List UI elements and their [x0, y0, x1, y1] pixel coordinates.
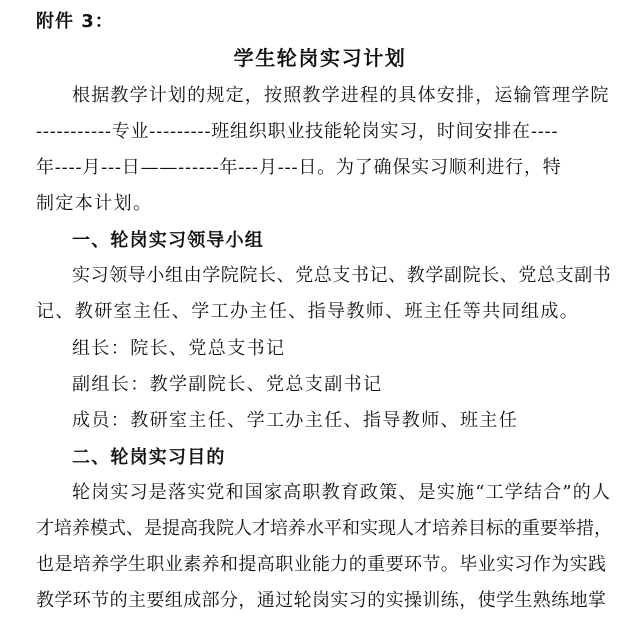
attachment-label: 附件 3：	[36, 11, 114, 32]
section1-line-2: 记、教研室主任、学工办主任、指导教师、班主任等共同组成。	[36, 301, 580, 322]
section-heading-purpose: 二、轮岗实习目的	[72, 447, 226, 468]
intro-line-2: -----------专业---------班组织职业技能轮岗实习，时间安排在----	[36, 121, 559, 142]
section1-line-4: 副组长：教学副院长、党总支副书记	[72, 374, 383, 395]
section1-line-5: 成员：教研室主任、学工办主任、指导教师、班主任	[72, 410, 519, 431]
section2-line-1: 轮岗实习是落实党和国家高职教育政策、是实施“工学结合”的人	[72, 482, 612, 503]
section-heading-leadership: 一、轮岗实习领导小组	[72, 230, 264, 251]
section2-line-2: 才培养模式、是提高我院人才培养水平和实现人才培养目标的重要举措，	[36, 518, 612, 539]
section1-line-1: 实习领导小组由学院院长、党总支书记、教学副院长、党总支副书	[72, 265, 612, 286]
intro-line-4: 制定本计划。	[36, 193, 153, 214]
section1-line-3: 组长：院长、党总支书记	[72, 338, 286, 359]
section2-line-3: 也是培养学生职业素养和提高职业能力的重要环节。毕业实习作为实践	[36, 554, 607, 575]
document-title: 学生轮岗实习计划	[233, 46, 407, 70]
section2-line-4: 教学环节的主要组成部分，通过轮岗实习的实操训练，使学生熟练地掌	[36, 590, 607, 611]
intro-line-3: 年----月---日——------年---月---日。为了确保实习顺利进行，特	[36, 157, 562, 178]
intro-line-1: 根据教学计划的规定，按照教学进程的具体安排，运输管理学院	[72, 85, 610, 106]
